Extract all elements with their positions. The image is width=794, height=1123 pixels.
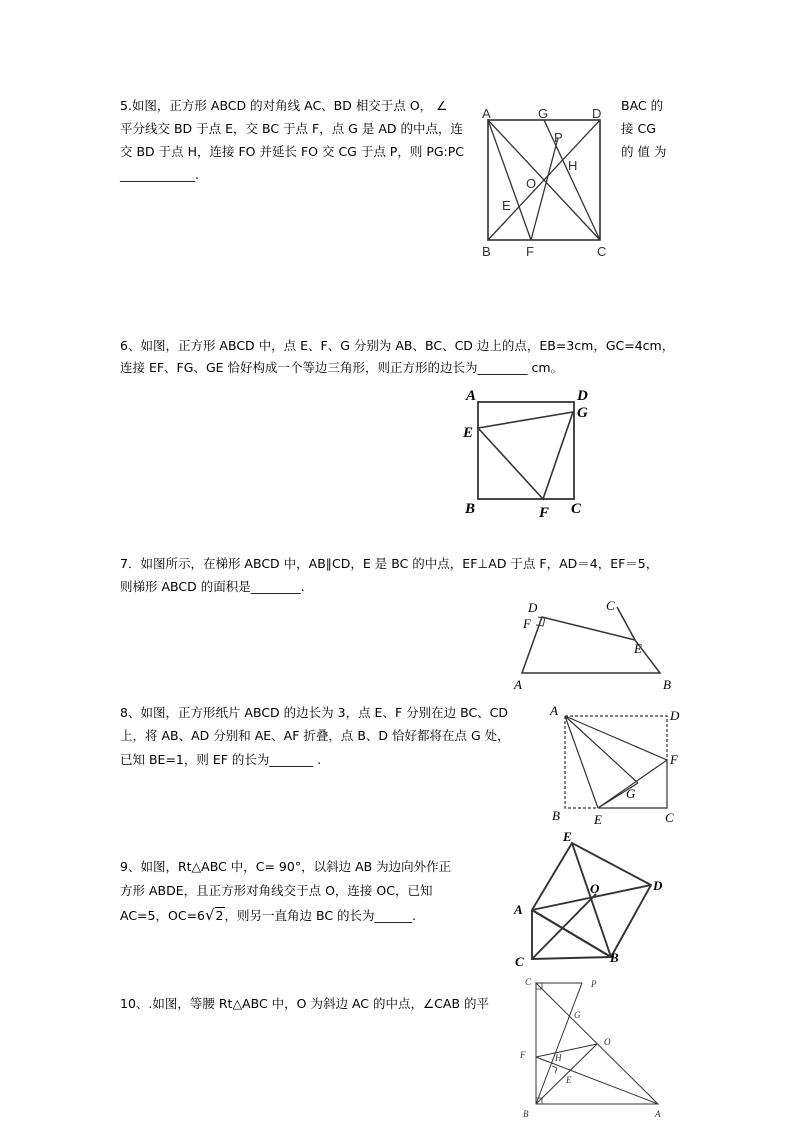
q8-label-f: F	[670, 752, 678, 767]
q5-label-o: O	[526, 176, 537, 191]
q6-label-d: D	[577, 388, 588, 404]
q8-line-ag	[565, 716, 638, 783]
q5-label-d: D	[592, 106, 602, 121]
q10-right-angle-mark-h	[552, 1066, 557, 1073]
q5-figure	[470, 100, 620, 265]
q9-label-o: O	[590, 881, 600, 896]
q5-label-a: A	[482, 106, 491, 121]
q8-label-g: G	[626, 786, 636, 801]
q6-label-f: F	[539, 505, 550, 521]
q5-label-f: F	[526, 244, 534, 259]
q9-text-ac-oc: AC=5，OC=6	[120, 908, 205, 923]
q8-line-ae	[565, 716, 598, 808]
q8-text-line3: 已知 BE=1，则 EF 的长为_______ .	[120, 752, 322, 767]
q5-label-b: B	[482, 244, 491, 259]
q9-label-b: B	[610, 950, 619, 965]
q7-label-f: F	[523, 616, 531, 631]
q10-label-a: A	[655, 1109, 661, 1119]
q6-triangle-efg	[478, 412, 573, 499]
q8-label-b: B	[552, 808, 560, 823]
q7-label-d: D	[528, 600, 538, 615]
q10-label-h: H	[555, 1053, 562, 1063]
q9-sqrt-sign: √	[204, 906, 215, 924]
q6-text-line1: 6、如图，正方形 ABCD 中，点 E、F、G 分别为 AB、BC、CD 边上的点，EB=3cm，GC=4cm，	[120, 338, 675, 353]
q10-segment-pb	[536, 983, 582, 1104]
q10-label-g: G	[574, 1010, 581, 1020]
q9-label-d: D	[653, 878, 663, 893]
q6-label-e: E	[463, 425, 474, 441]
q8-figure	[540, 700, 690, 830]
q9-text-line2: 方形 ABDE，且正方形对角线交于点 O，连接 OC，已知	[120, 883, 433, 898]
q10-label-p: P	[591, 979, 597, 989]
q10-label-e: E	[566, 1075, 572, 1085]
q5-text-line3-right: 的 值 为	[621, 144, 667, 159]
q7-label-c: C	[606, 598, 615, 613]
q6-figure	[455, 385, 605, 525]
q7-label-b: B	[663, 677, 671, 692]
q10-bisector-af	[536, 1057, 658, 1104]
q5-text-line2: 平分线交 BD 于点 E，交 BC 于点 F，点 G 是 AD 的中点，连	[120, 121, 463, 136]
q8-label-a: A	[550, 703, 558, 718]
q5-text-line1: 5.如图，正方形 ABCD 的对角线 AC、BD 相交于点 O， ∠	[120, 98, 448, 113]
q7-side-c	[617, 607, 635, 640]
q10-label-f: F	[520, 1050, 526, 1060]
q5-label-p: P	[554, 130, 563, 145]
q9-label-e: E	[563, 830, 572, 844]
q9-label-c: C	[515, 954, 524, 969]
q9-text-line3	[120, 904, 416, 927]
q6-label-b: B	[465, 501, 476, 517]
q5-label-g: G	[538, 106, 549, 121]
q5-bisector-af	[488, 120, 531, 240]
q6-label-c: C	[571, 501, 582, 517]
q9-text-question: ，则另一直角边 BC 的长为______.	[224, 908, 417, 923]
q5-text-line1-right: BAC 的	[621, 98, 664, 113]
q8-label-e: E	[594, 812, 602, 827]
q9-sqrt-value: 2	[215, 908, 224, 923]
q10-label-b: B	[523, 1109, 529, 1119]
q5-text-line4: ____________.	[120, 167, 199, 182]
q5-segment-gc	[544, 120, 600, 240]
q8-text-line2: 上，将 AB、AD 分别和 AE、AF 折叠，点 B、D 恰好都将在点 G 处，	[120, 728, 510, 743]
q9-hypotenuse-ab	[532, 910, 611, 957]
q5-label-h: H	[568, 158, 578, 173]
q5-label-c: C	[597, 244, 607, 259]
q10-figure	[510, 975, 670, 1120]
q10-text-line1: 10、.如图，等腰 Rt△ABC 中，O 为斜边 AC 的中点，∠CAB 的平	[120, 996, 490, 1011]
q7-figure	[505, 595, 685, 695]
q8-label-c: C	[665, 810, 674, 825]
q7-text-line1: 7．如图所示，在梯形 ABCD 中，AB∥CD，E 是 BC 的中点，EF⊥AD 于点 F，AD＝4，EF＝5，	[120, 556, 659, 571]
q6-label-a: A	[466, 388, 477, 404]
q10-label-c: C	[525, 977, 532, 987]
q5-text-line3: 交 BD 于点 H，连接 FO 并延长 FO 交 CG 于点 P，则 PG:PC	[120, 144, 465, 159]
q9-figure	[508, 830, 678, 970]
q10-median-bo	[536, 1044, 597, 1104]
q5-label-e: E	[502, 198, 511, 213]
q6-label-g: G	[577, 405, 588, 421]
q10-segment-fo	[536, 1044, 597, 1057]
q8-text-line1: 8、如图，正方形纸片 ABCD 的边长为 3，点 E、F 分别在边 BC、CD	[120, 705, 509, 720]
q8-label-d: D	[670, 708, 680, 723]
q9-label-a: A	[514, 902, 523, 917]
q10-label-o: O	[604, 1037, 611, 1047]
q6-text-line2: 连接 EF、FG、GE 恰好构成一个等边三角形，则正方形的边长为________ cm。	[120, 360, 564, 375]
q9-text-line1: 9、如图，Rt△ABC 中，C= 90°，以斜边 AB 为边向外作正	[120, 859, 452, 874]
q7-text-line2: 则梯形 ABCD 的面积是________.	[120, 579, 305, 594]
q7-label-e: E	[634, 641, 642, 656]
q8-line-af	[565, 716, 667, 760]
q5-text-line2-right: 接 CG	[621, 121, 656, 136]
q7-label-a: A	[514, 677, 522, 692]
